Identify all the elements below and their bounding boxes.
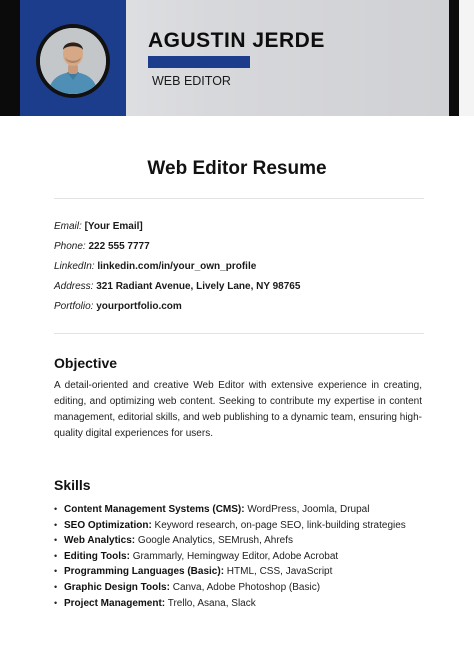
contact-email-value: [Your Email] — [84, 221, 143, 232]
contact-email-label: Email: — [54, 221, 82, 232]
profile-photo — [40, 28, 106, 94]
bullet-icon: • — [54, 535, 58, 546]
contact-email — [54, 221, 143, 232]
contact-address-label: Address: — [54, 281, 94, 292]
header-right-black-stripe — [449, 0, 459, 116]
skills-heading: Skills — [54, 477, 91, 493]
bullet-icon: • — [54, 581, 58, 592]
contact-address-value: 321 Radiant Avenue, Lively Lane, NY 98765 — [96, 281, 301, 292]
list-item — [54, 580, 406, 596]
candidate-name: AGUSTIN JERDE — [148, 29, 325, 52]
profile-photo-illustration — [40, 28, 106, 94]
contact-address — [54, 281, 300, 292]
skill-detail: Grammarly, Hemingway Editor, Adobe Acrobat — [129, 550, 339, 562]
skill-name: Content Management Systems (CMS): — [64, 504, 245, 515]
skill-name: Programming Languages (Basic): — [64, 566, 225, 578]
contact-phone-value: 222 555 7777 — [88, 241, 150, 252]
contact-phone — [54, 241, 150, 252]
skill-name: Project Management: — [64, 597, 166, 609]
contact-portfolio — [54, 301, 182, 312]
bullet-icon: • — [54, 550, 58, 561]
skill-name: Graphic Design Tools: — [64, 581, 170, 593]
bullet-icon: • — [54, 597, 58, 608]
header-left-black-stripe — [0, 0, 20, 116]
contact-phone-label: Phone: — [54, 241, 86, 252]
skills-list — [54, 502, 406, 611]
contact-linkedin-label: LinkedIn: — [54, 261, 95, 272]
skill-detail: Keyword research, on-page SEO, link-building strategies — [151, 519, 406, 531]
skill-detail: Canva, Adobe Photoshop (Basic) — [169, 581, 321, 593]
header-right-edge — [459, 0, 474, 116]
candidate-role: WEB EDITOR — [152, 74, 231, 88]
skill-detail: Trello, Asana, Slack — [165, 597, 256, 609]
resume-header — [0, 0, 474, 116]
bullet-icon: • — [54, 519, 58, 530]
skill-detail: HTML, CSS, JavaScript — [224, 566, 333, 578]
divider — [54, 198, 424, 199]
name-accent-bar — [148, 56, 250, 68]
list-item — [54, 549, 406, 565]
skill-name: Web Analytics: — [64, 535, 136, 547]
skill-name: SEO Optimization: — [64, 519, 152, 531]
objective-heading: Objective — [54, 355, 118, 371]
list-item — [54, 502, 406, 518]
list-item — [54, 564, 406, 580]
bullet-icon: • — [54, 566, 58, 577]
skill-name: Editing Tools: — [64, 550, 130, 562]
list-item — [54, 518, 406, 534]
skill-detail: Google Analytics, SEMrush, Ahrefs — [135, 535, 293, 547]
contact-portfolio-label: Portfolio: — [54, 301, 94, 312]
list-item — [54, 596, 406, 612]
list-item — [54, 533, 406, 549]
contact-portfolio-value: yourportfolio.com — [96, 301, 182, 312]
divider — [54, 333, 424, 334]
document-title: Web Editor Resume — [147, 158, 327, 179]
contact-linkedin-value: linkedin.com/in/your_own_profile — [97, 261, 257, 272]
objective-text: A detail-oriented and creative Web Editor with extensive experience in creating, editing, and optimizing web content. Seeking to contribute my expertise in content management, editorial skills, and web publishing to a dynamic team, ensuring high-quality digital experiences for users. — [54, 380, 422, 439]
contact-linkedin — [54, 261, 256, 272]
bullet-icon: • — [54, 504, 58, 514]
skill-detail: WordPress, Joomla, Drupal — [244, 504, 370, 515]
